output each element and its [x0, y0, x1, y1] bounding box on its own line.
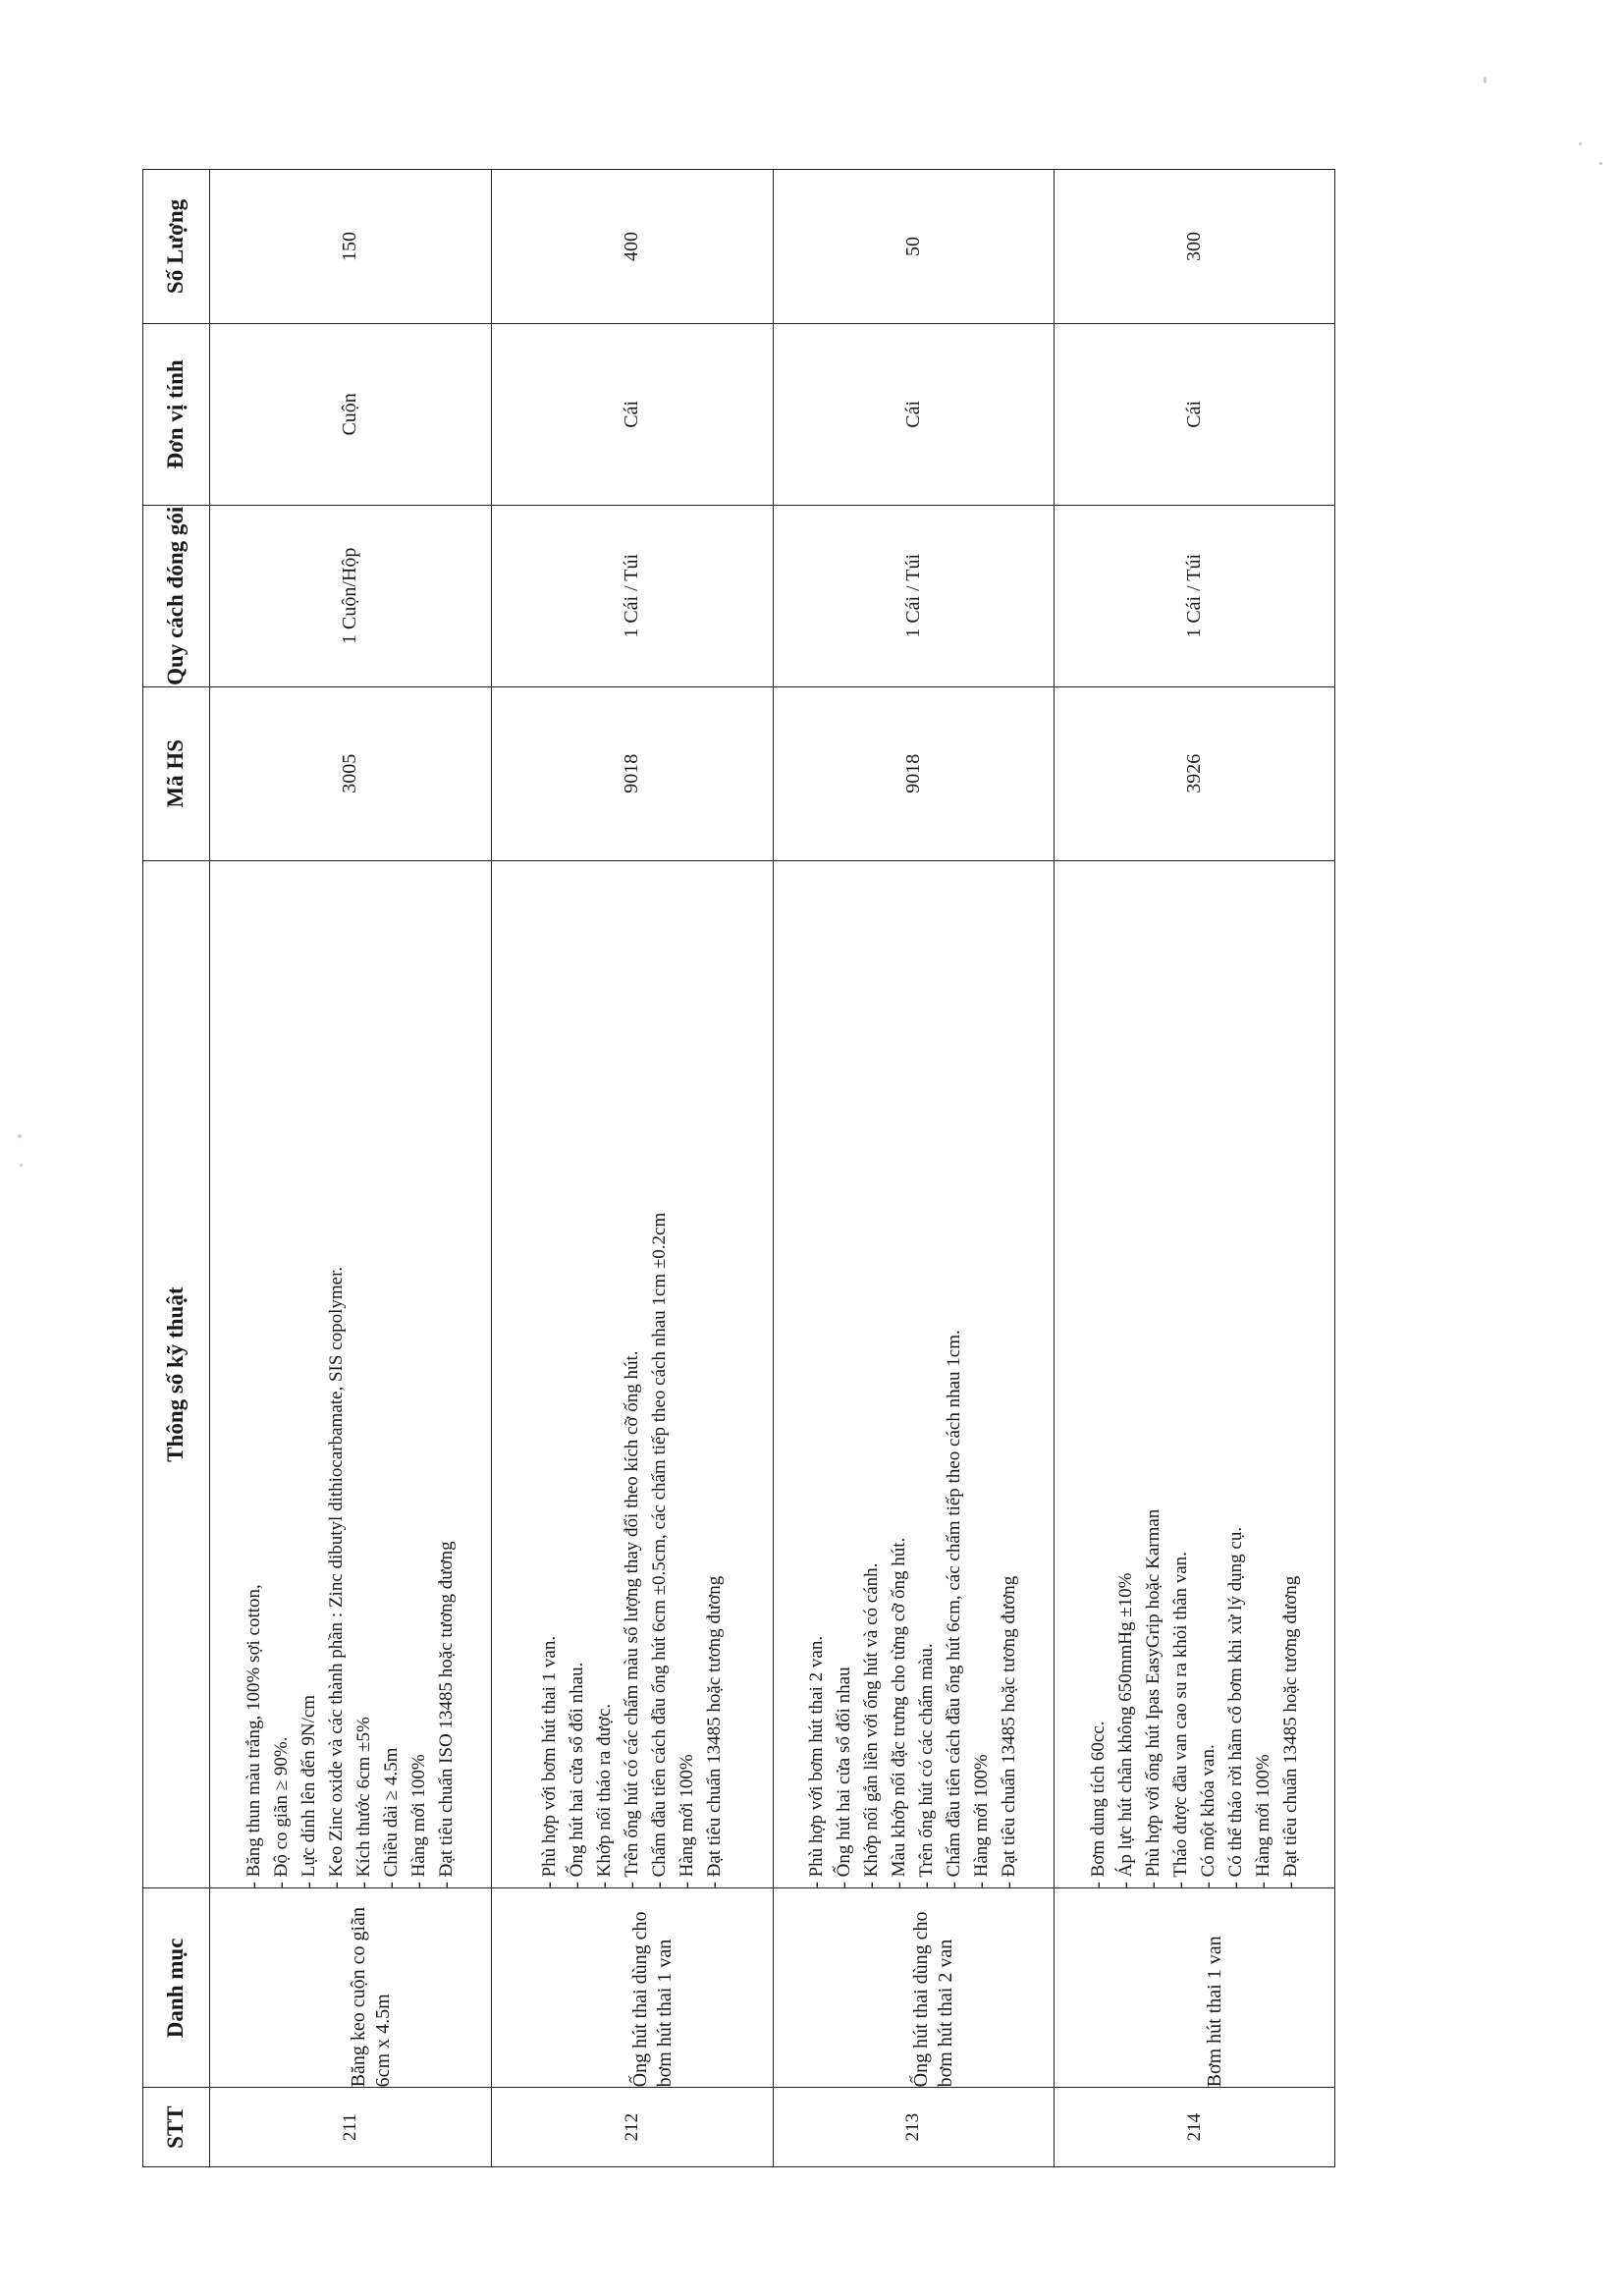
- spec-line: - Trên ống hút có các chấm màu.: [913, 861, 941, 1888]
- spec-line: - Đạt tiêu chuẩn 13485 hoặc tương đương: [996, 861, 1023, 1888]
- header-hs: Mã HS: [143, 686, 210, 860]
- spec-table: [142, 169, 1335, 2167]
- cell-stt: 212: [491, 2088, 773, 2167]
- cell-hs: 9018: [491, 686, 773, 860]
- cell-name: [1055, 1888, 1335, 2088]
- item-name: Ống hút thai dùng cho bơm hút thai 1 van: [628, 1911, 676, 2088]
- spec-list: [803, 861, 1023, 1888]
- scan-speck: [1579, 142, 1582, 145]
- scan-speck: [1599, 162, 1602, 165]
- rotated-spec-table: [142, 169, 1335, 2167]
- cell-qty: 50: [773, 170, 1055, 324]
- header-stt: STT: [143, 2088, 210, 2167]
- cell-pack: 1 Cái / Túi: [1055, 505, 1335, 686]
- cell-name: [773, 1888, 1055, 2088]
- spec-line: - Ống hút hai cửa sổ đối nhau.: [564, 861, 591, 1888]
- cell-stt: 211: [210, 2088, 492, 2167]
- cell-pack: 1 Cái / Túi: [773, 505, 1055, 686]
- header-pack: Quy cách đóng gói: [143, 505, 210, 686]
- cell-name: [210, 1888, 492, 2088]
- spec-line: - Chiều dài ≥ 4.5m: [378, 861, 406, 1888]
- item-name: Băng keo cuộn co giãn 6cm x 4.5m: [347, 1907, 394, 2088]
- cell-spec: [210, 860, 492, 1888]
- cell-unit: Cuộn: [210, 323, 492, 505]
- spec-line: - Phù hợp với bơm hút thai 1 van.: [536, 861, 564, 1888]
- spec-line: - Hàng mới 100%: [968, 861, 996, 1888]
- cell-spec: [491, 860, 773, 1888]
- header-qty: Số Lượng: [143, 170, 210, 324]
- spec-line: - Màu khớp nối đặc trưng cho từng cỡ ống hút.: [886, 861, 913, 1888]
- item-name: Bơm hút thai 1 van: [1204, 1936, 1226, 2088]
- spec-line: - Độ co giãn ≥ 90%.: [268, 861, 296, 1888]
- spec-list: [241, 861, 460, 1888]
- spec-line: - Phù hợp với ống hút Ipas EasyGrip hoặc Karman: [1140, 861, 1167, 1888]
- cell-stt: 213: [773, 2088, 1055, 2167]
- header-spec: Thông số kỹ thuật: [143, 860, 210, 1888]
- spec-line: - Bơm dung tích 60cc.: [1085, 861, 1112, 1888]
- item-name: Ống hút thai dùng cho bơm hút thai 2 van: [910, 1911, 957, 2088]
- cell-hs: 9018: [773, 686, 1055, 860]
- spec-line: - Hàng mới 100%: [674, 861, 701, 1888]
- scan-speck: [20, 1164, 23, 1167]
- spec-line: - Phù hợp với bơm hút thai 2 van.: [803, 861, 831, 1888]
- cell-stt: 214: [1055, 2088, 1335, 2167]
- cell-hs: 3926: [1055, 686, 1335, 860]
- spec-line: - Có một khóa van.: [1195, 861, 1222, 1888]
- cell-spec: [773, 860, 1055, 1888]
- spec-line: - Trên ống hút có các chấm màu số lượng thay đổi theo kích cỡ ống hút.: [619, 861, 646, 1888]
- spec-list: [1085, 861, 1305, 1888]
- spec-line: - Ống hút hai cửa sổ đối nhau: [831, 861, 858, 1888]
- spec-line: - Keo Zinc oxide và các thành phần : Zinc dibutyl dithiocarbamate, SIS copolymer.: [323, 861, 351, 1888]
- cell-spec: [1055, 860, 1335, 1888]
- table-row: [773, 170, 1055, 2167]
- spec-line: - Hàng mới 100%: [406, 861, 433, 1888]
- spec-line: - Áp lực hút chân không 650mmHg ±10%: [1112, 861, 1140, 1888]
- table-header-row: [143, 170, 210, 2167]
- spec-line: - Đạt tiêu chuẩn 13485 hoặc tương đương: [701, 861, 729, 1888]
- spec-line: - Lực dính lên đến 9N/cm: [296, 861, 323, 1888]
- spec-line: - Kích thước 6cm ±5%: [351, 861, 378, 1888]
- spec-list: [536, 861, 729, 1888]
- cell-qty: 150: [210, 170, 492, 324]
- cell-qty: 400: [491, 170, 773, 324]
- cell-unit: Cái: [773, 323, 1055, 505]
- cell-unit: Cái: [1055, 323, 1335, 505]
- table-row: [491, 170, 773, 2167]
- spec-line: - Đạt tiêu chuẩn ISO 13485 hoặc tương đương: [433, 861, 460, 1888]
- header-unit: Đơn vị tính: [143, 323, 210, 505]
- spec-line: - Chấm đầu tiên cách đầu ống hút 6cm ±0.5cm, các chấm tiếp theo cách nhau 1cm ±0.2cm: [646, 861, 674, 1888]
- spec-line: - Tháo được đầu van cao su ra khỏi thân van.: [1167, 861, 1195, 1888]
- cell-qty: 300: [1055, 170, 1335, 324]
- spec-line: - Có thể tháo rời hãm cổ bơm khi xử lý dụng cụ.: [1222, 861, 1250, 1888]
- spec-line: - Khớp nối gắn liền với ống hút và có cánh.: [858, 861, 886, 1888]
- table-row: [1055, 170, 1335, 2167]
- spec-line: - Hàng mới 100%: [1250, 861, 1277, 1888]
- spec-line: - Chấm đầu tiên cách đầu ống hút 6cm, các chấm tiếp theo cách nhau 1cm.: [941, 861, 968, 1888]
- table-row: [210, 170, 492, 2167]
- cell-pack: 1 Cuộn/Hộp: [210, 505, 492, 686]
- cell-unit: Cái: [491, 323, 773, 505]
- spec-line: - Băng thun màu trắng, 100% sợi cotton,: [241, 861, 268, 1888]
- scan-speck: [1484, 77, 1487, 83]
- cell-pack: 1 Cái / Túi: [491, 505, 773, 686]
- cell-name: [491, 1888, 773, 2088]
- spec-line: - Đạt tiêu chuẩn 13485 hoặc tương đương: [1277, 861, 1305, 1888]
- spec-line: - Khớp nối tháo ra được.: [591, 861, 619, 1888]
- scan-speck: [18, 1134, 22, 1138]
- cell-hs: 3005: [210, 686, 492, 860]
- header-name: Danh mục: [143, 1888, 210, 2088]
